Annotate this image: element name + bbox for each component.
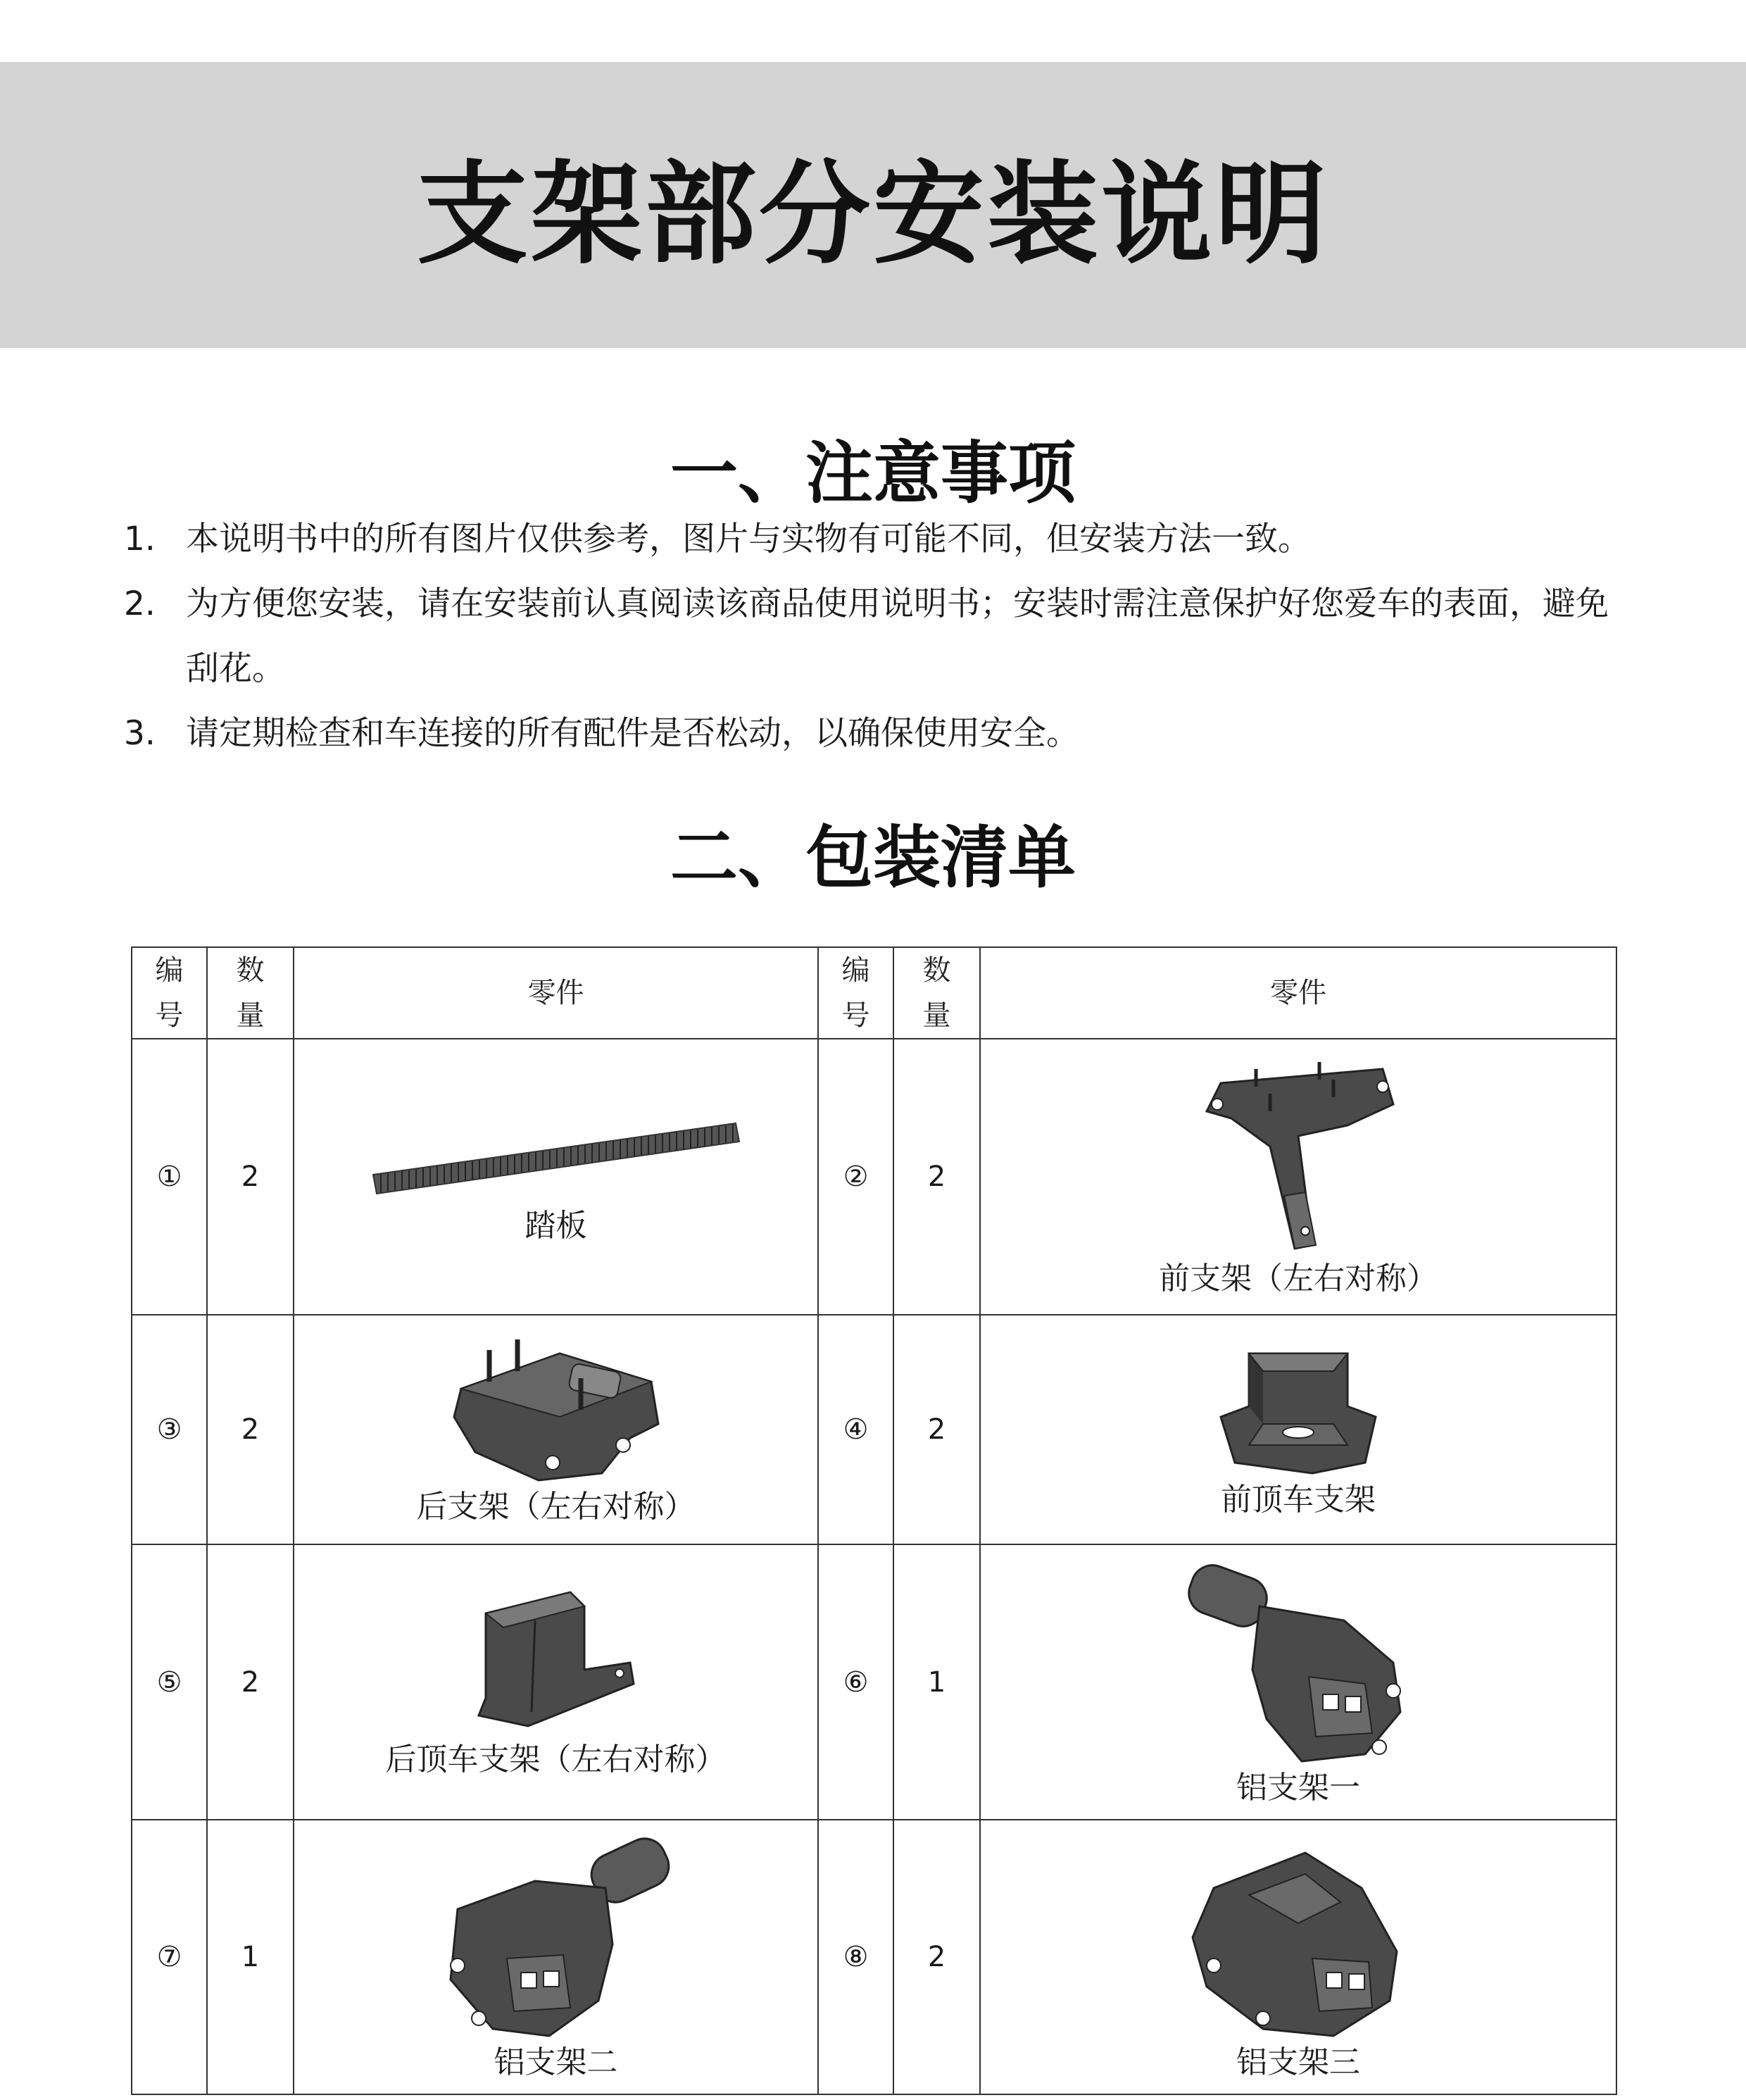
item-number: ③ [132,1315,207,1544]
table-row [132,1544,1616,1820]
item-number: ② [818,1039,893,1315]
note-text: 为方便您安装，请在安装前认真阅读该商品使用说明书；安装时需注意保护好您爱车的表面，避免刮花。 [186,585,1609,688]
step-board-icon [359,1108,753,1206]
header-part: 零件 [294,947,818,1039]
page-title: 支架部分安装说明 [417,149,1329,280]
part-cell [294,1315,818,1544]
part-name: 铝支架三 [1236,2044,1360,2080]
part-cell [294,1039,818,1315]
item-number: ⑥ [818,1544,893,1820]
item-quantity: 2 [207,1039,294,1315]
item-quantity: 1 [207,1820,294,2094]
header-part: 零件 [980,947,1616,1039]
table-header-row [132,947,1616,1039]
rear-jack-bracket-icon [472,1585,641,1740]
notes-heading: 一、注意事项 [670,434,1076,513]
item-quantity: 2 [893,1039,980,1315]
aluminum-bracket-1-icon [1182,1557,1414,1768]
table-row [132,1039,1616,1315]
note-item [124,507,1638,572]
part-cell [980,1820,1616,2094]
item-quantity: 2 [207,1544,294,1820]
item-number: ⑤ [132,1544,207,1820]
packing-heading: 二、包装清单 [670,818,1076,897]
item-quantity: 2 [893,1315,980,1544]
note-number: 3. [124,714,156,753]
note-text: 请定期检查和车连接的所有配件是否松动，以确保使用安全。 [186,714,1079,753]
note-number: 2. [124,585,156,623]
part-cell [980,1544,1616,1820]
part-name: 前支架（左右对称） [1159,1261,1438,1296]
aluminum-bracket-2-icon [436,1832,676,2043]
note-text: 本说明书中的所有图片仅供参考，图片与实物有可能不同，但安装方法一致。 [186,520,1311,558]
aluminum-bracket-3-icon [1186,1832,1411,2043]
part-name: 铝支架二 [494,2044,618,2080]
note-number: 1. [124,520,156,558]
part-name: 后支架（左右对称） [416,1489,696,1525]
header-no: 编号 [818,947,893,1039]
part-cell [294,1544,818,1820]
item-quantity: 2 [207,1315,294,1544]
title-banner [0,62,1746,348]
item-number: ⑦ [132,1820,207,2094]
header-qty: 数量 [207,947,294,1039]
front-bracket-icon [1193,1055,1404,1259]
item-number: ④ [818,1315,893,1544]
part-name: 前顶车支架 [1221,1482,1376,1518]
packing-table [131,946,1617,2095]
part-cell [980,1315,1616,1544]
front-jack-bracket-icon [1214,1339,1383,1480]
part-name: 铝支架一 [1236,1769,1360,1806]
header-qty: 数量 [893,947,980,1039]
part-name: 后顶车支架（左右对称） [385,1741,727,1777]
item-quantity: 2 [893,1820,980,2094]
item-quantity: 1 [893,1544,980,1820]
part-name: 踏板 [525,1208,587,1244]
notes-list [124,507,1638,766]
part-cell [980,1039,1616,1315]
note-item [124,701,1638,766]
note-item [124,572,1638,701]
item-number: ⑧ [818,1820,893,2094]
rear-bracket-icon [447,1332,665,1487]
table-row [132,1315,1616,1544]
item-number: ① [132,1039,207,1315]
part-cell [294,1820,818,2094]
header-no: 编号 [132,947,207,1039]
table-row [132,1820,1616,2094]
